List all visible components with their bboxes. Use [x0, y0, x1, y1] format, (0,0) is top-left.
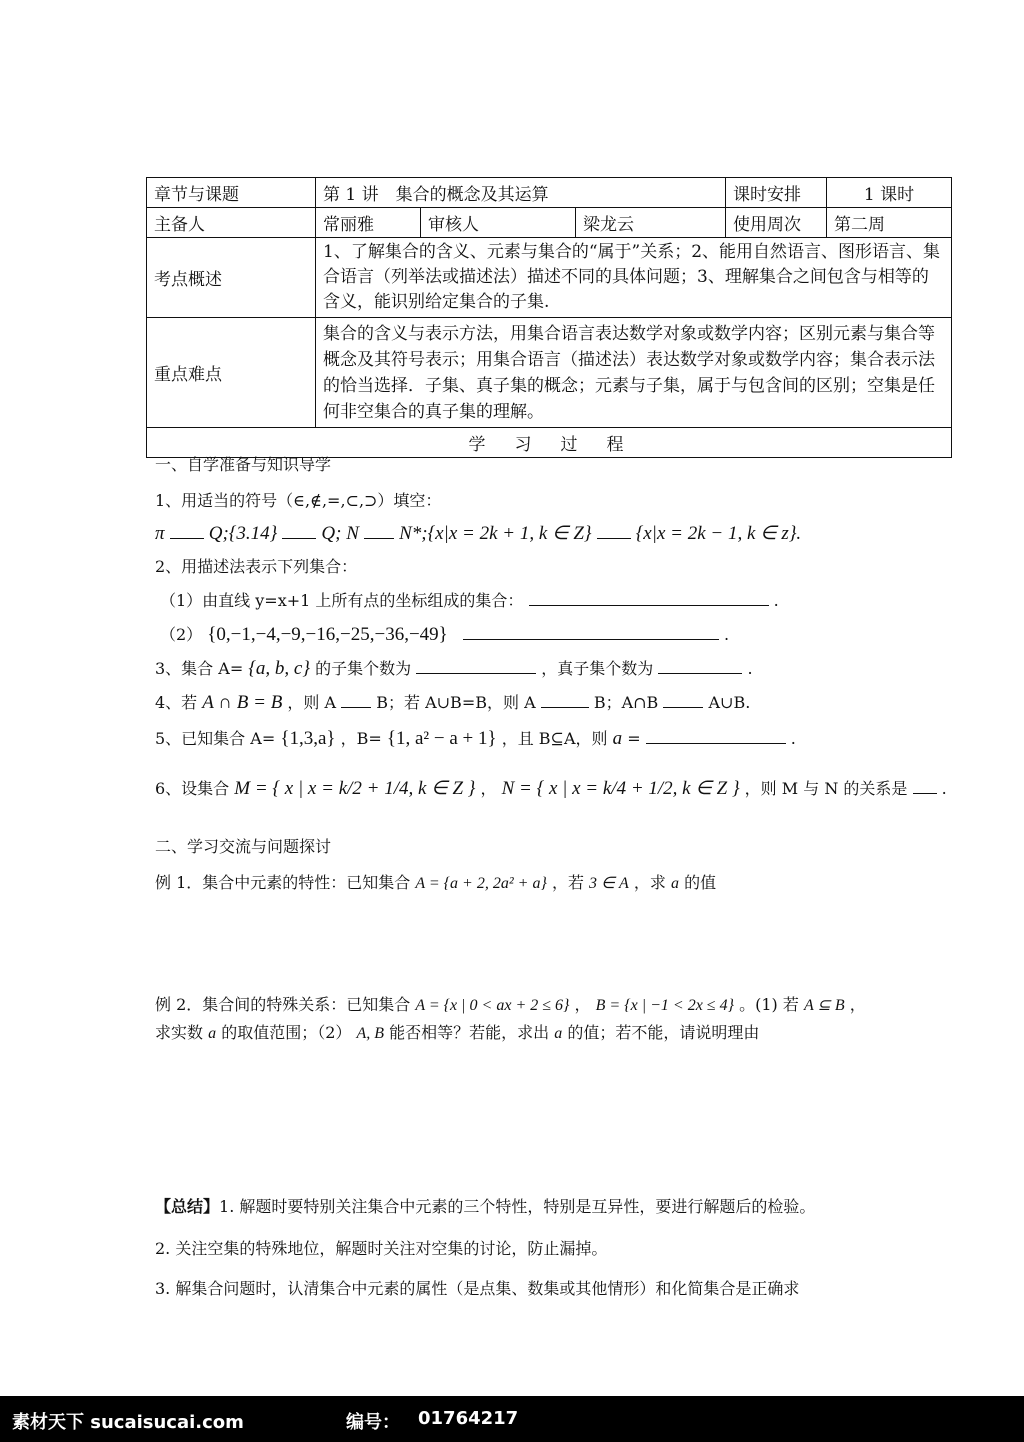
watermark-bar — [0, 1396, 1024, 1442]
question-6 — [155, 778, 947, 800]
week-label: 使用周次 — [726, 208, 827, 238]
ex2-var: a — [208, 1025, 217, 1042]
ex2-math3: A ⊆ B — [803, 997, 845, 1014]
q4-blank-2 — [541, 693, 589, 708]
question-4 — [155, 692, 750, 714]
ex2-c: 。(1) 若 — [739, 995, 799, 1014]
keypoints-content: 集合的含义与表示方法，用集合语言表达数学对象或数学内容；区别元素与集合等概念及其符号表示；用集合语言（描述法）表达数学对象或数学内容；集合表示法的恰当选择．子集、真子集的概念；元素与子集，属于与包含间的区别；空集是任何非空集合的真子集的理解。 — [316, 318, 952, 428]
ex1-math: A = {a + 2, 2a² + a} — [415, 875, 547, 892]
q2-1-end: . — [773, 591, 779, 610]
preparer-value: 常丽雅 — [316, 208, 421, 238]
q6-c: ，则 M 与 N 的关系是 — [744, 779, 908, 798]
keypoints-label: 重点难点 — [147, 318, 316, 428]
ex2-math2: B = {x | −1 < 2x ≤ 4} — [595, 997, 734, 1014]
ex2-b: ， — [574, 995, 591, 1014]
schedule-label: 课时安排 — [726, 178, 827, 208]
ex2-var2: a — [554, 1025, 563, 1042]
q2-2-end: . — [723, 625, 730, 644]
q3-end: . — [747, 659, 753, 678]
schedule-value: 1 课时 — [827, 178, 952, 208]
q2-2-blank — [463, 625, 719, 640]
ex1-c: ，求 — [633, 873, 666, 892]
q5-d: = — [627, 729, 641, 748]
section-2-title: 二、学习交流与问题探讨 — [155, 837, 332, 856]
q5-a: 5、已知集合 A= — [155, 729, 276, 748]
q1-pi: π — [155, 523, 165, 544]
q4-c: B；若 A∪B=B，则 A — [376, 693, 536, 712]
q5-setA: {1,3,a} — [280, 728, 336, 749]
q1-part-b: Q;{3.14} — [208, 523, 278, 544]
summary-tag: 【总结】 — [155, 1197, 220, 1216]
q4-math: A ∩ B = B — [202, 692, 283, 713]
learning-process-header: 学 习 过 程 — [147, 428, 952, 458]
q6-a: 6、设集合 — [155, 779, 230, 798]
summary-3: 3. 解集合问题时，认清集合中元素的属性（是点集、数集或其他情形）和化简集合是正确求 — [155, 1279, 800, 1298]
q1-blank-2 — [282, 524, 316, 539]
q3-a: 3、集合 A= — [155, 659, 244, 678]
summary-1 — [155, 1196, 815, 1218]
ex2-line2-d: 的值；若不能，请说明理由 — [567, 1023, 760, 1042]
ex1-b: ，若 — [551, 873, 584, 892]
q2-2-prefix: （2） — [160, 625, 203, 644]
q1-blank-4 — [597, 524, 631, 539]
q6-N: N = { x | x = k/4 + 1/2, k ∈ Z } — [501, 778, 740, 799]
week-value: 第二周 — [827, 208, 952, 238]
question-2-1 — [160, 590, 779, 612]
reviewer-label: 审核人 — [421, 208, 576, 238]
q6-end: . — [941, 779, 947, 798]
ex2-line2-c: 能否相等？若能，求出 — [389, 1023, 550, 1042]
watermark-id-value: 01764217 — [418, 1408, 519, 1429]
q1-blank-1 — [170, 524, 204, 539]
q3-c: ，真子集个数为 — [541, 659, 654, 678]
q2-1-text: （1）由直线 y=x+1 上所有点的坐标组成的集合： — [160, 591, 524, 610]
ex2-d: ， — [849, 995, 866, 1014]
q5-var: a — [612, 728, 623, 749]
example-2-line-1 — [155, 994, 866, 1017]
question-1: 1、用适当的符号（∈,∉,=,⊂,⊃）填空： — [155, 491, 442, 510]
q3-set: {a, b, c} — [248, 658, 310, 679]
ex1-math2: 3 ∈ A — [589, 875, 629, 892]
q4-d: B；A∩B — [593, 693, 659, 712]
q5-setB: {1, a² − a + 1} — [386, 728, 497, 749]
question-5 — [155, 728, 796, 750]
question-2-2 — [160, 624, 729, 646]
q6-blank — [913, 779, 937, 794]
ex2-line2-a: 求实数 — [155, 1023, 204, 1042]
q5-blank — [646, 729, 786, 744]
question-2: 2、用描述法表示下列集合： — [155, 557, 358, 576]
ex1-var: a — [670, 875, 679, 892]
section-1-title: 一、自学准备与知识导学 — [155, 455, 332, 474]
q4-e: A∪B. — [708, 693, 751, 712]
example-2-line-2 — [155, 1022, 759, 1045]
reviewer-value: 梁龙云 — [576, 208, 726, 238]
ex2-line2-b: 的取值范围；（2） — [221, 1023, 352, 1042]
watermark-id-label: 编号： — [346, 1412, 400, 1433]
q3-blank-2 — [658, 659, 742, 674]
question-3 — [155, 658, 753, 680]
ex1-d: 的值 — [684, 873, 717, 892]
q2-1-blank — [529, 591, 769, 606]
topic-value: 第 1 讲 集合的概念及其运算 — [316, 178, 726, 208]
ex2-line2-math: A, B — [356, 1025, 385, 1042]
lesson-info-table — [146, 177, 952, 458]
ex1-a: 例 1．集合中元素的特性：已知集合 — [155, 873, 411, 892]
q6-b: ， — [480, 779, 497, 798]
watermark-site: 素材天下 sucaisucai.com — [12, 1412, 244, 1433]
example-1 — [155, 872, 716, 895]
preparer-label: 主备人 — [147, 208, 316, 238]
q1-part-c: Q; N — [321, 523, 359, 544]
overview-label: 考点概述 — [147, 238, 316, 318]
overview-content: 1、了解集合的含义、元素与集合的“属于”关系；2、能用自然语言、图形语言、集合语言（列举法或描述法）描述不同的具体问题；3、理解集合之间包含与相等的含义，能识别给定集合的子集. — [316, 238, 952, 318]
q4-blank-1 — [341, 693, 371, 708]
q3-blank-1 — [416, 659, 536, 674]
q4-blank-3 — [663, 693, 703, 708]
ex2-math1: A = {x | 0 < ax + 2 ≤ 6} — [415, 997, 570, 1014]
q5-c: ，且 B⊆A，则 — [501, 729, 608, 748]
q2-2-set: {0,−1,−4,−9,−16,−25,−36,−49} — [207, 624, 448, 645]
q5-end: . — [790, 729, 796, 748]
q6-M: M = { x | x = k/2 + 1/4, k ∈ Z } — [234, 778, 476, 799]
topic-label: 章节与课题 — [147, 178, 316, 208]
q1-blank-3 — [364, 524, 394, 539]
summary-1-text: 1. 解题时要特别关注集合中元素的三个特性，特别是互异性，要进行解题后的检验。 — [219, 1197, 816, 1216]
summary-2: 2. 关注空集的特殊地位，解题时关注对空集的讨论，防止漏掉。 — [155, 1239, 608, 1258]
q1-part-d: N*;{x|x = 2k + 1, k ∈ Z} — [399, 523, 592, 544]
q4-a: 4、若 — [155, 693, 198, 712]
q5-b: ，B= — [340, 729, 382, 748]
q1-part-e: {x|x = 2k − 1, k ∈ z}. — [635, 523, 802, 544]
question-1-math — [155, 522, 965, 548]
q4-b: ，则 A — [287, 693, 337, 712]
ex2-a: 例 2．集合间的特殊关系：已知集合 — [155, 995, 411, 1014]
q3-b: 的子集个数为 — [315, 659, 412, 678]
